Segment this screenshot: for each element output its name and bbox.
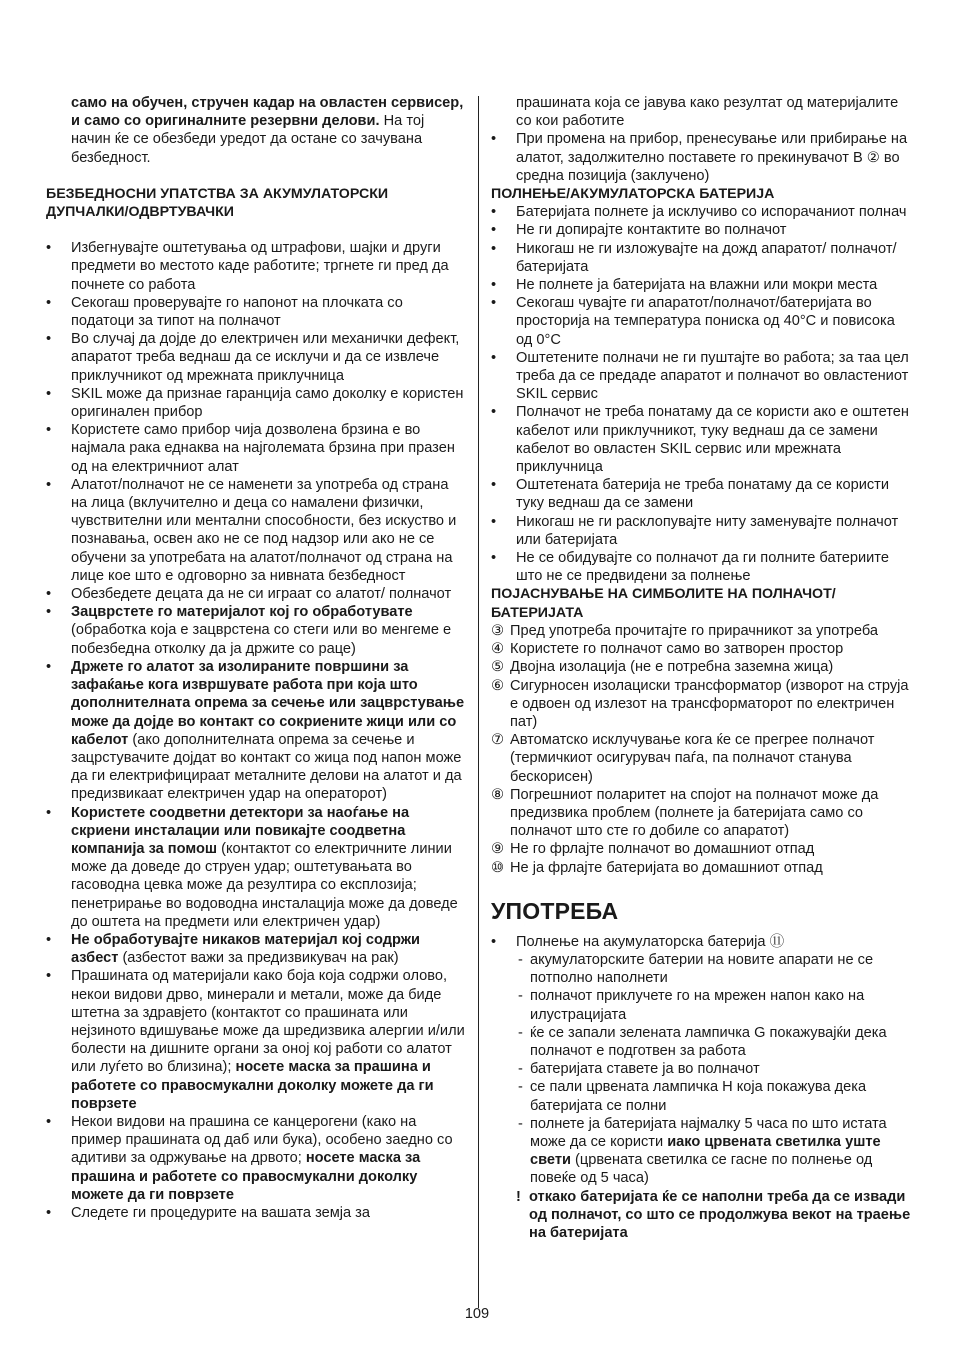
use-title: УПОТРЕБА — [491, 897, 619, 924]
symbol-number: ⑤ — [491, 659, 505, 676]
symbol-number: ⑦ — [491, 732, 505, 749]
item-text: (контактот со електричните линии може да доведе до струен удар; оштетувањата во гасоводна цевка може да резултира со експлозија; пенетрирање во водоводна инсталација може да доведе до оштета на предмети или електричен удар) — [71, 840, 458, 930]
list-item — [516, 1078, 911, 1114]
item-text: ќе се запали зелената лампичка G покажувајќи дека полначот е подготвен за работа — [530, 1024, 887, 1059]
safety-heading: БЕЗБЕДНОСНИ УПАТСТВА ЗА АКУМУЛАТОРСКИ ДУПЧАЛКИ/ОДВРТУВАЧКИ — [46, 185, 389, 221]
symbols-list — [491, 622, 911, 877]
list-item — [491, 130, 911, 185]
symbol-item — [491, 840, 911, 858]
item-text: Следете ги процедурите на вашата земја за — [71, 1204, 370, 1221]
item-text: Полначот не треба понатаму да се користи ако е оштетен кабелот или приклучникот, туку веднаш да се замени кабелот во овластен SKIL сервис или мрежната приклучница — [516, 404, 909, 476]
list-item — [491, 276, 911, 294]
item-bold: Користете соодветни детектори за наоѓање на скриени инсталации или повикајте соодветна компанија за помош — [71, 804, 410, 857]
safety-list — [46, 239, 466, 1222]
list-item — [46, 421, 466, 476]
symbol-text: Двојна изолација (не е потребна заземна жица) — [510, 659, 834, 676]
item-text: Оштетената батерија не треба понатаму да се користи туку веднаш да се замени — [516, 477, 889, 512]
item-text: Никогаш не ги расклопувајте ниту заменувајте полначот или батеријата — [516, 513, 899, 548]
list-item — [491, 549, 911, 585]
list-item — [516, 1115, 911, 1188]
symbol-item — [491, 859, 911, 877]
item-bold: Не обработувајте никаков материјал кој содржи азбест — [71, 931, 421, 967]
list-item — [491, 513, 911, 549]
symbol-number: ⑨ — [491, 841, 505, 858]
item-text: Избегнувајте оштетувања од штрафови, шајки и други предмети во местото каде работите; тргнете ги пред да почнете со работа — [71, 240, 449, 293]
item-text: Користете само прибор чија дозволена брзина е во најмала рака еднаква на најголемата брзина при празен од на електричниот алат — [71, 422, 455, 475]
intro-text: На тој начин ќе се обезбеди уредот да остане со зачувана безбедност. — [71, 113, 425, 166]
item-text: (ако дополнителната опрема за сечење и зацрстувачите дојдат во контакт со жица под напон може да ги електрифицираат металните делови на алатот и да предизвикаат електричен удар на операторот) — [71, 731, 462, 803]
list-item — [46, 967, 466, 1113]
column-divider — [478, 96, 479, 1308]
accessory-list — [491, 130, 911, 185]
list-item — [46, 1204, 466, 1222]
use-item-text: Полнење на акумулаторска батерија ⑪ — [516, 933, 785, 950]
list-item — [46, 804, 466, 931]
symbol-text: Не ја фрлајте батеријата во домашниот отпад — [510, 859, 823, 876]
list-item — [516, 987, 911, 1023]
item-text: Прашината од материјали како боја која содржи олово, некои видови дрво, минерали и метали, може да биде штетна за здравјето (контактот со прашината или нејзиното вдишување може да шредизвика алергии и/или болести на дишните органи за оној кој работи со алатот или луѓето во близина); — [71, 968, 465, 1076]
item-text: Алатот/полначот не се наменети за употреба од страна на лица (вклучително и деца со намалени физички, чувствителни или ментални способности, без искуство и познавања, освен ако не се под надзор или ако не се обучени за употребата на алатот/полначот од страна на лице кое што е одговорно за нивната безбедност — [71, 476, 457, 584]
item-bold: носете маска за прашина и работете со правосмукални доколку можете да ги поврзете — [71, 1150, 421, 1203]
item-bold: носете маска за прашина и работете со правосмукални доколку можете да ги поврзете — [71, 1059, 434, 1112]
item-text: При промена на прибор, пренесување или прибирање на алатот, задолжително поставете го прекинувачот B ② во средна позиција (заклучено) — [516, 131, 908, 184]
item-text: Не полнете ја батеријата на влажни или мокри места — [516, 277, 878, 294]
symbol-text: Погрешниот поларитет на спојот на полначот може да предизвика проблем (полнете ја батеријата само со полначот што сте го добиле со апаратот) — [510, 786, 879, 840]
item-text: Оштетените полначи не ги пуштајте во работа; за таа цел треба да се предаде апаратот и полначот во овластениот SKIL сервис — [516, 349, 909, 403]
symbol-item — [491, 786, 911, 841]
symbol-text: Не го фрлајте полначот во домашниот отпад — [510, 841, 815, 858]
list-item — [491, 294, 911, 349]
left-column — [46, 94, 466, 1222]
item-text: Некои видови на прашина се канцерогени (како на пример прашината од даб или бука), особено заедно со адитиви за одржување на дрвото; — [71, 1113, 453, 1167]
item-bold: Зацврстете го материјалот кој го обработувате — [71, 604, 413, 621]
intro-bold: само на обучен, стручен кадар на овластен сервисер, и само со оригиналните резервни делови. — [71, 95, 464, 130]
symbol-item — [491, 677, 911, 732]
symbol-item — [491, 640, 911, 658]
item-text: Во случај да дојде до електричен или механички дефект, апаратот треба веднаш да се исклучи и да се извлече приклучникот од мрежната приклучница — [71, 331, 460, 384]
list-item — [491, 349, 911, 404]
continuation-text: прашината која се јавува како резултат од материјалите со кои работите — [516, 95, 899, 130]
item-text: полнете ја батеријата најмалку 5 часа по што истата може да се користи — [530, 1115, 887, 1150]
item-bold: Држете го алатот за изолираните површини за зафаќање кога извршувате работа при која што дополнителната опрема за сечење или зацврстување може да дојде во контакт со сокриените жици или со кабелот — [71, 658, 465, 748]
symbol-text: Пред употреба прочитајте го прирачникот за употреба — [510, 622, 878, 639]
item-text: акумулаторските батерии на новите апарати не се потполно наполнети — [530, 951, 874, 987]
list-item — [491, 933, 911, 951]
item-text: (обработка која е зацврстена со стеги или во менгеме е побезбедна отколку да ја држите со раце) — [71, 622, 452, 657]
list-item — [516, 951, 911, 987]
list-item — [491, 240, 911, 276]
item-text: полначот приклучете го на мрежен напон како на илустрацијата — [530, 988, 865, 1023]
symbol-number: ⑥ — [491, 677, 505, 694]
item-text: Секогаш проверувајте го напонот на плочката со податоци за типот на полначот — [71, 294, 403, 330]
item-text: (азбестот важи за предизвикувач на рак) — [118, 950, 399, 967]
item-bold: иако црвената светилка уште свети — [530, 1133, 881, 1169]
item-text: Батеријата полнете ја исклучиво со испорачаниот полнач — [516, 204, 907, 221]
list-item — [46, 476, 466, 585]
symbol-item — [491, 731, 911, 786]
list-item — [46, 239, 466, 294]
list-item — [491, 403, 911, 476]
item-text: батеријата ставете ја во полначот — [530, 1061, 760, 1078]
symbol-text: Автоматско исклучување кога ќе се прегрее полначот (термичкиот осигурувач паѓа, па полначот станува бескорисен) — [510, 732, 875, 785]
list-item — [491, 221, 911, 239]
list-item — [46, 294, 466, 330]
item-text: SKIL може да признае гаранција само доколку е користен оригинален прибор — [71, 385, 464, 421]
right-column — [491, 94, 911, 1242]
use-list — [491, 933, 911, 951]
list-item — [46, 658, 466, 804]
item-text: Не ги допирајте контактите во полначот — [516, 222, 787, 239]
intro-paragraph — [46, 94, 466, 167]
item-text: Никогаш не ги изложувајте на дожд апаратот/ полначот/батеријата — [516, 240, 897, 275]
item-text: Обезбедете децата да не си играат со алатот/ полначот — [71, 586, 452, 603]
battery-list — [491, 203, 911, 585]
symbol-text: Сигурносен изолациски трансформатор (изворот на струја е одвоен од излезот на трансформаторот по електричен пат) — [510, 677, 909, 730]
list-item — [516, 1060, 911, 1078]
item-text: се пали црвената лампичка H која покажува дека батеријата се полни — [530, 1079, 867, 1114]
symbol-number: ④ — [491, 641, 505, 658]
list-item — [46, 603, 466, 658]
battery-heading: ПОЛНЕЊЕ/АКУМУЛАТОРСКА БАТЕРИЈА — [491, 186, 775, 203]
list-item — [516, 1024, 911, 1060]
item-text: Секогаш чувајте ги апаратот/полначот/батеријата во просторија на температура пониска од 40°C и повисока од 0°C — [516, 295, 895, 348]
symbol-number: ⑩ — [491, 859, 505, 876]
symbol-text: Користете го полначот само во затворен простор — [510, 641, 844, 658]
list-item — [46, 330, 466, 385]
symbol-number: ⑧ — [491, 786, 505, 803]
list-item — [491, 476, 911, 512]
page-number: 109 — [464, 1306, 490, 1322]
warning-text: откако батеријата ќе се наполни треба да се извади од полначот, со што се продолжува векот на траење на батеријата — [529, 1188, 911, 1241]
symbols-heading: ПОЈАСНУВАЊЕ НА СИМБОЛИТЕ НА ПОЛНАЧОТ/ БАТЕРИЈАТА — [491, 586, 836, 621]
list-item — [46, 1113, 466, 1204]
list-item — [46, 385, 466, 421]
item-text: Не се обидувајте со полначот да ги полните батериите што не се предвидени за полнење — [516, 550, 889, 585]
list-item — [46, 931, 466, 967]
list-item — [46, 585, 466, 603]
warning-note — [491, 1188, 911, 1243]
item-text: (црвената светилка се гасне по полнење од повеќе од 5 часа) — [530, 1152, 873, 1187]
symbol-item — [491, 658, 911, 676]
warning-icon: ! — [516, 1188, 521, 1205]
charging-steps — [516, 951, 911, 1188]
symbol-item — [491, 622, 911, 640]
symbol-number: ③ — [491, 622, 505, 639]
list-item — [491, 203, 911, 221]
